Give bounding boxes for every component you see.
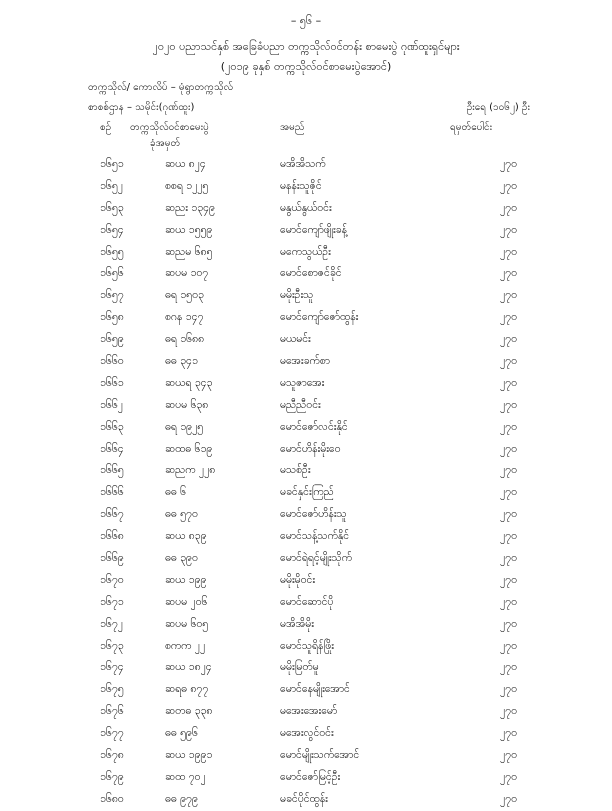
marks-value: ၂၇၀ [500,705,517,718]
table-row [0,570,612,592]
roll-number: ဆပမ ၂၀၆ [165,595,208,608]
serial-number: ၁၆၇၃ [100,639,124,652]
serial-number: ၁၆၇၉ [100,770,124,783]
serial-number: ၁၆၅၉ [100,333,124,346]
roll-number: စကက ၂၂ [165,639,206,652]
serial-number: ၁၆၆၈ [100,530,124,543]
student-name: မနန်းသူဇိုင် [280,179,322,192]
table-row [0,745,612,767]
serial-number: ၁၆၇၀ [100,573,124,586]
roll-number: ဓဓ ၅၉၆ [165,727,198,740]
table-row [0,285,612,307]
table-row [0,482,612,504]
serial-number: ၁၆၇၁ [100,595,124,608]
roll-number: ဆတဓ ၃၃၈ [165,705,213,718]
student-name: မောင်ဆောင်ပို [280,595,334,608]
student-name: မအေးခက်စာ [280,355,330,368]
roll-number: ဆယ ၈၃၉ [165,530,207,543]
roll-number: ဓဓ ၉၇၉ [165,792,198,805]
marks-value: ၂၇၀ [500,289,517,302]
table-row [0,614,612,636]
table-row [0,657,612,679]
table-row [0,723,612,745]
header-serial: စဉ် [100,122,112,133]
marks-value: ၂၇၀ [500,552,517,565]
roll-number: ဆထ ၇၀၂ [165,770,206,783]
student-name: မမိုးဦးသူ [280,289,314,302]
table-row [0,154,612,176]
table-row [0,220,612,242]
roll-number: ဆယရ ၃၄၃ [165,376,213,389]
roll-number: ဆညမ ၆၈၅ [165,245,213,258]
table-row [0,417,612,439]
serial-number: ၁၆၆၀ [100,355,124,368]
student-name: မောင်စောဇင်ခိုင် [280,267,342,280]
table-row [0,504,612,526]
student-name: မခင်ပိုင်ထွန်း [280,792,328,805]
student-name: မအေးလွင်ဝင်း [280,727,334,740]
roll-number: ဆယ ၁၅၅၉ [165,223,213,236]
student-name: မအေးအေးမော် [280,705,338,718]
roll-number: ဆညက ၂၂၈ [165,464,216,477]
marks-value: ၂၇၀ [500,201,517,214]
student-name: မောင်ကျော်ဖျိုးခန့် [280,223,347,236]
student-name: မောင်ကျော်ဇော်ထွန်း [280,311,359,324]
marks-value: ၂၇၀ [500,508,517,521]
marks-value: ၂၇၀ [500,267,517,280]
student-name: မောင်ဇော်မြင့်ဦး [280,770,341,783]
roll-number: ဓဓ ၃၉၀ [165,552,198,565]
roll-number: ဆယ ၁၉၉ [165,573,207,586]
serial-number: ၁၆၆၇ [100,508,124,521]
table-row [0,329,612,351]
marks-value: ၂၇၀ [500,792,517,805]
serial-number: ၁၆၇၂ [100,617,123,630]
serial-number: ၁၆၆၅ [100,464,124,477]
serial-number: ၁၆၆၆ [100,486,124,499]
results-table [0,154,612,811]
serial-number: ၁၆၆၂ [100,398,123,411]
serial-number: ၁၆၇၄ [100,661,124,674]
serial-number: ၁၆၅၈ [100,311,124,324]
roll-number: ဓဓ ၆ [165,486,187,499]
header-roll-line2: ခုံအမှတ် [150,138,181,149]
serial-number: ၁၆၆၄ [100,442,124,455]
marks-value: ၂၇၀ [500,398,517,411]
roll-number: ဆယ ၈၂၄ [165,158,206,170]
marks-value: ၂၇၀ [500,355,517,368]
roll-number: ဓဓ ၃၄၁ [165,355,198,368]
marks-value: ၂၇၀ [500,333,517,346]
document-title: ၂၀၂၀ ပညာသင်နှစ် အခြေခံပညာ တက္ကသိုလ်ဝင်တန်း စာမေးပွဲ ဂုဏ်ထူးရှင်များ [152,40,460,53]
student-name: မနွယ်နွယ်ဝင်း [280,201,332,214]
marks-value: ၂၇၀ [500,661,517,674]
serial-number: ၁၆၅၄ [100,223,124,236]
student-name: မောင်မျိုးသက်အောင် [280,749,360,762]
serial-number: ၁၆၆၃ [100,420,124,433]
roll-number: ဆပမ ၆၀၅ [165,617,209,630]
roll-number: ဆပမ ၁၀၇ [165,267,209,280]
marks-value: ၂၇၀ [500,573,517,586]
roll-number: ဓရ ၁၅၀၃ [165,289,204,302]
serial-number: ၁၆၅၆ [100,267,124,280]
roll-number: ဆထဓ ၆၁၉ [165,442,213,455]
department-label: စာစစ်ဌာန – သမိုင်း(ဂုဏ်ထူး) [88,102,195,113]
marks-value: ၂၇၀ [500,639,517,652]
roll-number: ဆပမ ၆၃၈ [165,398,209,411]
marks-value: ၂၇၀ [500,683,517,696]
marks-value: ၂၇၀ [500,727,517,740]
marks-value: ၂၇၀ [500,749,517,762]
serial-number: ၁၆၈၀ [100,792,124,805]
table-row [0,351,612,373]
header-marks: ရမှတ်ပေါင်း [450,122,493,133]
marks-value: ၂၇၀ [500,442,517,455]
table-row [0,307,612,329]
student-name: မောင်သန့်သက်နိုင် [280,530,350,543]
marks-value: ၂၇၀ [500,179,517,192]
student-name: မအိအိမိုး [280,617,314,630]
student-name: မညီညီဝင်း [280,398,321,411]
serial-number: ၁၆၇၅ [100,683,124,696]
serial-number: ၁၆၅၂ [100,179,123,192]
serial-number: ၁၆၅၃ [100,201,124,214]
page-number: – ၅၆ – [290,14,322,27]
roll-number: စစရ ၁၂၂၅ [165,179,209,192]
student-name: မသူဇာအေး [280,376,325,389]
serial-number: ၁၆၅၇ [100,289,124,302]
total-count: ဦးရေ (၁၀၆၂) ဦး [466,102,530,113]
roll-number: စဂန ၁၄၇ [165,311,204,324]
student-name: မောင်နေမျိုးအောင် [280,683,350,696]
student-name: မယမင်း [280,333,311,346]
student-name: မောင်ဇော်ဟိန်းသူ [280,508,347,521]
table-row [0,789,612,811]
student-name: မောင်ရဲရင့်မျိုးသိုက် [280,552,352,565]
table-row [0,701,612,723]
table-row [0,176,612,198]
marks-value: ၂၇၀ [500,223,517,236]
marks-value: ၂၇၀ [500,486,517,499]
table-row [0,460,612,482]
table-row [0,526,612,548]
marks-value: ၂၇၀ [500,770,517,783]
header-name: အမည် [280,122,305,133]
roll-number: ဓရ ၁၉၂၅ [165,420,204,433]
marks-value: ၂၇၀ [500,245,517,258]
document-subtitle: (၂၀၁၉ ခုနှစ် တက္ကသိုလ်ဝင်စာမေးပွဲအောင်) [220,60,392,73]
marks-value: ၂၇၀ [500,530,517,543]
student-name: မောင်သူရိန်ဖြိုး [280,639,334,652]
marks-value: ၂၇၀ [500,420,517,433]
roll-number: ဆယ ၁၉၉၁ [165,749,213,762]
student-name: မခင်နှင်းကြည် [280,486,334,499]
roll-number: ဓဓ ၅၇၀ [165,508,198,521]
roll-number: ဆညး ၁၃၄၉ [165,201,215,214]
table-row [0,263,612,285]
marks-value: ၂၇၀ [500,311,517,324]
student-name: မမိုးမြတ်မူ [280,661,319,674]
student-name: မသစ်ဦး [280,464,311,477]
marks-value: ၂၇၀ [500,158,517,170]
header-roll: တက္ကသိုလ်ဝင်စာမေးပွဲ [130,122,209,133]
table-row [0,592,612,614]
table-row [0,198,612,220]
table-row [0,548,612,570]
marks-value: ၂၇၀ [500,595,517,608]
serial-number: ၁၆၇၇ [100,727,124,740]
table-row [0,679,612,701]
student-name: မကေသွယ်ဦး [280,245,331,258]
student-name: မမိုးမိုဝင်း [280,573,316,586]
serial-number: ၁၆၇၈ [100,749,124,762]
serial-number: ၁၆၆၉ [100,552,124,565]
serial-number: ၁၆၅၅ [100,245,124,258]
roll-number: ဆယ ၁၈၂၄ [165,661,212,674]
serial-number: ၁၆၇၆ [100,705,124,718]
marks-value: ၂၇၀ [500,376,517,389]
table-row [0,439,612,461]
university-label: တက္ကသိုလ်/ ကောလိပ် – မုံရွာတက္ကသိုလ် [88,82,234,93]
table-row [0,767,612,789]
serial-number: ၁၆၅၁ [100,158,124,170]
table-row [0,395,612,417]
student-name: မောင်ဇော်လင်းနိုင် [280,420,348,433]
table-row [0,242,612,264]
roll-number: ဆရဓ ၈၇၇ [165,683,209,696]
serial-number: ၁၆၆၁ [100,376,124,389]
table-row [0,373,612,395]
table-row [0,636,612,658]
student-name: မအိအိသက် [280,158,326,170]
marks-value: ၂၇၀ [500,617,517,630]
student-name: မောင်ဟိန်းမိုးဝေ [280,442,341,455]
marks-value: ၂၇၀ [500,464,517,477]
roll-number: ဓရ ၁၆၈၈ [165,333,205,346]
